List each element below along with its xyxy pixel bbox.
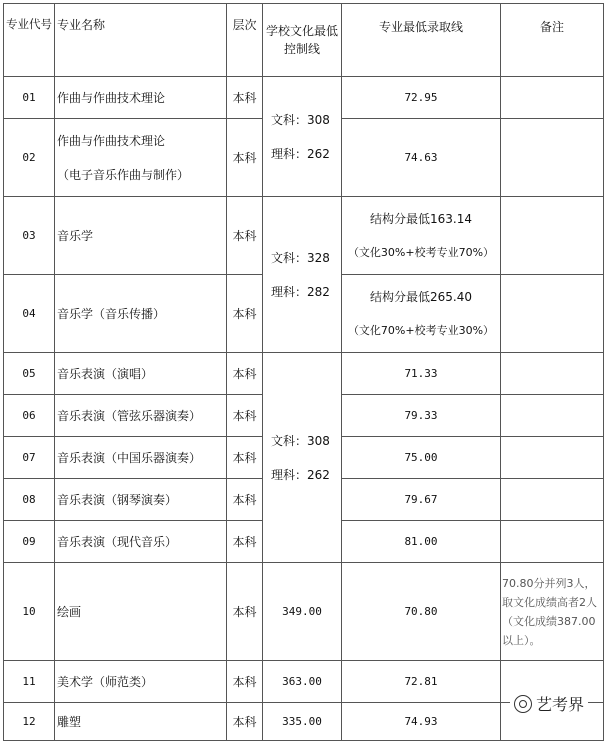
row-remark bbox=[501, 275, 604, 353]
row-major: 79.67 bbox=[342, 479, 501, 521]
row-code: 08 bbox=[4, 479, 55, 521]
row-major: 81.00 bbox=[342, 521, 501, 563]
header-name: 专业名称 bbox=[55, 4, 227, 77]
culture-group-3 bbox=[263, 353, 342, 563]
row-major-sub: （文化30%+校考专业70%） bbox=[347, 245, 495, 259]
row-level: 本科 bbox=[227, 395, 263, 437]
row-name: 音乐表演（中国乐器演奏） bbox=[55, 437, 227, 479]
row-major: 72.81 bbox=[342, 661, 501, 703]
culture-li: 理科：262 bbox=[271, 467, 330, 482]
row-name: 音乐表演（钢琴演奏） bbox=[55, 479, 227, 521]
row-level: 本科 bbox=[227, 437, 263, 479]
row-remark bbox=[501, 563, 604, 661]
row-level: 本科 bbox=[227, 521, 263, 563]
row-remark bbox=[501, 77, 604, 119]
header-level: 层次 bbox=[227, 4, 263, 77]
header-major: 专业最低录取线 bbox=[342, 4, 501, 77]
row-level: 本科 bbox=[227, 563, 263, 661]
row-major: 结构分最低265.40 bbox=[370, 289, 472, 304]
culture-wen: 文科：328 bbox=[271, 250, 330, 265]
table-row bbox=[4, 77, 604, 119]
row-level: 本科 bbox=[227, 275, 263, 353]
row-major: 结构分最低163.14 bbox=[370, 211, 472, 226]
row-code: 12 bbox=[4, 703, 55, 741]
row-name: 作曲与作曲技术理论 bbox=[57, 133, 166, 148]
wechat-logo-icon bbox=[514, 695, 532, 713]
row-code: 10 bbox=[4, 563, 55, 661]
row-major: 75.00 bbox=[342, 437, 501, 479]
row-major-cell bbox=[342, 197, 501, 275]
row-name-cell bbox=[55, 119, 227, 197]
row-name: 音乐学（音乐传播） bbox=[55, 275, 227, 353]
row-remark bbox=[501, 197, 604, 275]
row-remark bbox=[501, 395, 604, 437]
row-level: 本科 bbox=[227, 197, 263, 275]
remark-line: 以上）。 bbox=[502, 633, 541, 647]
row-major-sub: （文化70%+校考专业30%） bbox=[347, 323, 495, 337]
row-major: 74.93 bbox=[342, 703, 501, 741]
row-name-sub: （电子音乐作曲与制作） bbox=[57, 167, 190, 182]
row-code: 11 bbox=[4, 661, 55, 703]
row-name: 音乐表演（演唱） bbox=[55, 353, 227, 395]
table-row bbox=[4, 353, 604, 395]
culture-group-1 bbox=[263, 77, 342, 197]
row-code: 04 bbox=[4, 275, 55, 353]
row-culture: 363.00 bbox=[263, 661, 342, 703]
header-code: 专业代号 bbox=[4, 4, 55, 77]
culture-li: 理科：262 bbox=[271, 146, 330, 161]
row-remark bbox=[501, 479, 604, 521]
row-remark bbox=[501, 119, 604, 197]
row-culture: 349.00 bbox=[263, 563, 342, 661]
table-header-row bbox=[4, 4, 604, 77]
row-level: 本科 bbox=[227, 353, 263, 395]
row-major: 74.63 bbox=[342, 119, 501, 197]
remark-line: 取文化成绩高者2人 bbox=[502, 595, 597, 609]
table-row bbox=[4, 197, 604, 275]
row-name: 作曲与作曲技术理论 bbox=[55, 77, 227, 119]
watermark-text: 艺考界 bbox=[535, 695, 584, 714]
culture-wen: 文科：308 bbox=[271, 433, 330, 448]
culture-wen: 文科：308 bbox=[271, 112, 330, 127]
culture-li: 理科：282 bbox=[271, 284, 330, 299]
header-culture: 学校文化最低控制线 bbox=[263, 4, 342, 77]
row-code: 09 bbox=[4, 521, 55, 563]
row-major: 79.33 bbox=[342, 395, 501, 437]
header-remark: 备注 bbox=[501, 4, 604, 77]
row-name: 雕塑 bbox=[55, 703, 227, 741]
remark-line: 70.80分并列3人， bbox=[502, 576, 596, 590]
row-name: 音乐学 bbox=[55, 197, 227, 275]
row-remark bbox=[501, 521, 604, 563]
row-code: 02 bbox=[4, 119, 55, 197]
row-culture: 335.00 bbox=[263, 703, 342, 741]
row-major-cell bbox=[342, 275, 501, 353]
row-major: 72.95 bbox=[342, 77, 501, 119]
admission-score-table bbox=[3, 3, 604, 741]
row-code: 06 bbox=[4, 395, 55, 437]
row-level: 本科 bbox=[227, 703, 263, 741]
row-code: 01 bbox=[4, 77, 55, 119]
row-remark bbox=[501, 353, 604, 395]
row-code: 07 bbox=[4, 437, 55, 479]
row-name: 音乐表演（管弦乐器演奏） bbox=[55, 395, 227, 437]
row-level: 本科 bbox=[227, 479, 263, 521]
watermark bbox=[510, 692, 588, 715]
row-name: 音乐表演（现代音乐） bbox=[55, 521, 227, 563]
culture-group-2 bbox=[263, 197, 342, 353]
table-row bbox=[4, 563, 604, 661]
row-code: 03 bbox=[4, 197, 55, 275]
row-level: 本科 bbox=[227, 661, 263, 703]
row-remark bbox=[501, 437, 604, 479]
row-major: 70.80 bbox=[342, 563, 501, 661]
row-major: 71.33 bbox=[342, 353, 501, 395]
row-name: 绘画 bbox=[55, 563, 227, 661]
row-name: 美术学（师范类） bbox=[55, 661, 227, 703]
row-code: 05 bbox=[4, 353, 55, 395]
row-level: 本科 bbox=[227, 77, 263, 119]
row-level: 本科 bbox=[227, 119, 263, 197]
remark-line: （文化成绩387.00 bbox=[502, 614, 596, 628]
